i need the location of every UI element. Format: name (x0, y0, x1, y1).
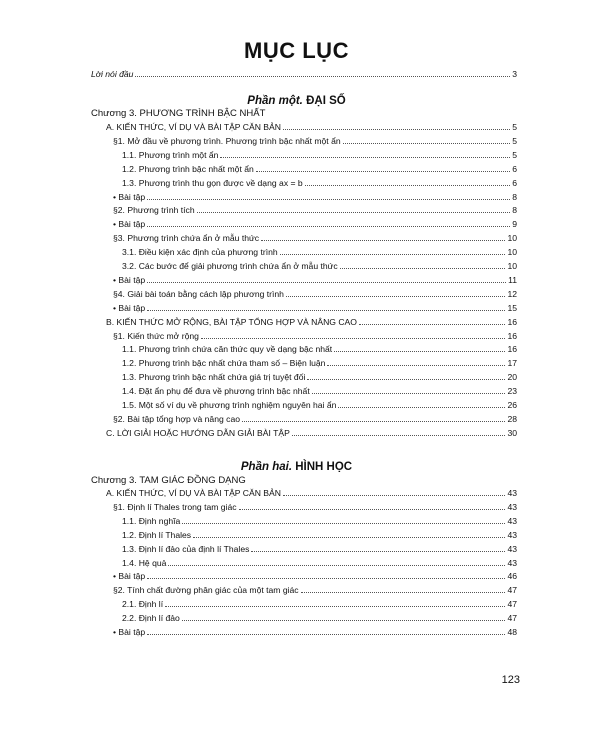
toc-entry-page: 43 (507, 543, 517, 554)
part-name: HÌNH HỌC (295, 461, 353, 473)
toc-entry (0, 413, 593, 425)
leader-dots (193, 537, 505, 538)
leader-dots (135, 76, 510, 77)
toc-entry-label: §1. Kiến thức mở rộng (113, 330, 199, 341)
leader-dots (201, 338, 506, 339)
chapter-heading: Chương 3. TAM GIÁC ĐỒNG DẠNG (91, 475, 246, 486)
toc-entry-label: 1.5. Một số ví dụ về phương trình nghiệm nguyên hai ẩn (122, 400, 337, 410)
toc-entry (0, 204, 593, 216)
leader-dots (283, 129, 510, 130)
leader-dots (168, 565, 505, 566)
leader-dots (147, 282, 506, 283)
toc-entry-label: Lời nói đầu (91, 69, 134, 79)
toc-entry-page: 15 (507, 302, 517, 313)
toc-entry-label: 1.1. Định nghĩa (122, 515, 181, 526)
toc-entry-page: 47 (507, 599, 517, 610)
toc-entry (0, 487, 593, 499)
toc-entry-page: 48 (507, 627, 517, 637)
toc-entry (0, 330, 593, 342)
toc-entry-label: §2. Tính chất đường phân giác của một tam giác (113, 585, 299, 596)
leader-dots (251, 551, 505, 552)
toc-entry-page: 16 (507, 330, 517, 341)
toc-entry-page: 16 (507, 316, 517, 327)
toc-entry (0, 177, 593, 189)
leader-dots (165, 606, 505, 607)
page-title: MỤC LỤC (244, 38, 349, 63)
toc-entry-label: §1. Mở đầu về phương trình. Phương trình bậc nhất một ẩn (113, 135, 341, 146)
toc-entry-label: • Bài tập (113, 627, 146, 637)
page-number: 123 (501, 674, 520, 686)
leader-dots (343, 143, 511, 144)
toc-entry-label: §1. Định lí Thales trong tam giác (113, 501, 237, 512)
toc-entry-label: §4. Giải bài toán bằng cách lập phương trình (113, 288, 284, 299)
leader-dots (305, 185, 511, 186)
toc-entry (0, 246, 593, 258)
toc-entry (0, 149, 593, 161)
toc-entry-page: 43 (507, 515, 517, 526)
toc-entry-page: 46 (507, 571, 517, 582)
toc-entry-label: §3. Phương trình chứa ẩn ở mẫu thức (113, 233, 260, 244)
toc-entry-label: 1.3. Định lí đảo của định lí Thales (122, 543, 250, 554)
toc-entry-page: 47 (507, 585, 517, 596)
toc-entry-label: 2.2. Định lí đảo (122, 613, 180, 624)
toc-entry (0, 316, 593, 328)
toc-entry (0, 357, 593, 369)
toc-entry-page: 43 (507, 501, 517, 512)
leader-dots (280, 254, 506, 255)
part-heading-geometry (0, 460, 593, 474)
toc-entry (0, 260, 593, 272)
toc-entry (0, 501, 593, 513)
toc-entry-page: 10 (507, 247, 517, 258)
toc-entry (0, 343, 593, 355)
toc-entry-label: • Bài tập (113, 191, 146, 202)
toc-entry-label: 1.2. Phương trình bậc nhất một ẩn (122, 163, 254, 174)
leader-dots (334, 351, 505, 352)
toc-entry-label: • Bài tập (113, 274, 146, 285)
toc-entry-page: 10 (507, 261, 517, 271)
toc-entry-page: 20 (507, 372, 517, 383)
leader-dots (261, 240, 505, 241)
leader-dots (197, 212, 511, 213)
toc-entry-label: 1.4. Đặt ẩn phụ để đưa về phương trình bậc nhất (122, 386, 310, 397)
toc-entry-page: 12 (507, 288, 517, 299)
toc-entry (0, 570, 593, 582)
toc-entry-page: 16 (507, 344, 517, 355)
toc-entry-page: 5 (512, 149, 517, 160)
leader-dots (242, 421, 505, 422)
part-prefix: Phần một. (247, 95, 303, 107)
toc-entry (0, 427, 593, 439)
toc-entry-label: C. LỜI GIẢI HOẶC HƯỚNG DẪN GIẢI BÀI TẬP (106, 427, 290, 438)
toc-entry-page: 10 (507, 233, 517, 244)
toc-entry (0, 584, 593, 596)
toc-entry-page: 5 (512, 122, 517, 132)
toc-entry (0, 135, 593, 147)
toc-entry (0, 218, 593, 230)
part-name: ĐẠI SỐ (306, 95, 346, 107)
toc-entry (0, 163, 593, 175)
leader-dots (147, 226, 510, 227)
toc-entry-label: 1.3. Phương trình bậc nhất chứa giá trị tuyệt đối (122, 372, 306, 383)
leader-dots (359, 324, 505, 325)
leader-dots (147, 634, 505, 635)
toc-entry-label: • Bài tập (113, 219, 146, 230)
toc-entry-label: • Bài tập (113, 571, 146, 582)
toc-entry-page: 11 (508, 274, 517, 285)
toc-entry-label: 1.2. Định lí Thales (122, 529, 192, 540)
toc-entry-label: 3.1. Điều kiện xác định của phương trình (122, 247, 278, 258)
toc-entry-label: 3.2. Các bước để giải phương trình chứa ẩn ở mẫu thức (122, 261, 338, 271)
toc-entry-page: 17 (507, 358, 517, 369)
toc-entry-page: 9 (512, 219, 517, 230)
toc-entry-page: 5 (512, 135, 517, 146)
leader-dots (147, 310, 505, 311)
toc-entry-label: A. KIẾN THỨC, VÍ DỤ VÀ BÀI TẬP CĂN BẢN (106, 488, 281, 498)
leader-dots (220, 157, 510, 158)
leader-dots (286, 296, 505, 297)
toc-entry-page: 6 (512, 163, 517, 174)
leader-dots (239, 509, 506, 510)
toc-entry (0, 529, 593, 541)
toc-entry-label: §2. Bài tập tổng hợp và nâng cao (113, 413, 240, 424)
toc-entry (0, 598, 593, 610)
toc-entry (0, 371, 593, 383)
toc-entry (0, 612, 593, 624)
toc-entry-label: 1.3. Phương trình thu gọn được về dạng ax = b (122, 177, 303, 188)
leader-dots (301, 592, 506, 593)
toc-entry-label: • Bài tập (113, 302, 146, 313)
toc-entry (0, 302, 593, 314)
toc-entry-page: 26 (507, 400, 517, 410)
toc-entry-label: 1.2. Phương trình bậc nhất chứa tham số – Biện luận (122, 358, 326, 369)
toc-entry (0, 515, 593, 527)
toc-entry-label: B. KIẾN THỨC MỞ RỘNG, BÀI TẬP TỔNG HỢP VÀ NÂNG CAO (106, 316, 357, 327)
toc-entry-page: 3 (512, 69, 517, 79)
leader-dots (283, 495, 505, 496)
part-heading-algebra (0, 94, 593, 108)
leader-dots (256, 171, 510, 172)
toc-entry-label: 1.1. Phương trình một ẩn (122, 149, 219, 160)
toc-entry (0, 385, 593, 397)
toc-entry-page: 47 (507, 613, 517, 624)
leader-dots (338, 407, 505, 408)
toc-entry-label: A. KIẾN THỨC, VÍ DỤ VÀ BÀI TẬP CĂN BẢN (106, 122, 281, 132)
leader-dots (292, 435, 506, 436)
toc-entry-page: 8 (512, 205, 517, 216)
toc-entry-page: 30 (507, 427, 517, 438)
toc-entry-page: 43 (507, 529, 517, 540)
leader-dots (182, 620, 506, 621)
leader-dots (147, 199, 510, 200)
toc-entry-label: §2. Phương trình tích (113, 205, 195, 216)
leader-dots (340, 268, 506, 269)
toc-entry-page: 43 (507, 488, 517, 498)
leader-dots (327, 365, 505, 366)
leader-dots (307, 379, 505, 380)
toc-entry-label: 2.1. Định lí (122, 599, 164, 610)
chapter-heading: Chương 3. PHƯƠNG TRÌNH BẬC NHẤT (91, 108, 266, 119)
toc-entry-page: 43 (507, 557, 517, 568)
toc-entry-page: 6 (512, 177, 517, 188)
toc-entry-intro (0, 68, 593, 80)
toc-entry (0, 191, 593, 203)
toc-entry (0, 399, 593, 411)
part-prefix: Phần hai. (240, 461, 293, 473)
toc-entry (0, 626, 593, 638)
toc-entry (0, 274, 593, 286)
toc-entry-label: 1.1. Phương trình chứa căn thức quy về dạng bậc nhất (122, 344, 333, 355)
toc-entry-page: 28 (507, 413, 517, 424)
toc-entry-page: 23 (507, 386, 517, 397)
leader-dots (147, 578, 505, 579)
toc-entry-page: 8 (512, 191, 517, 202)
leader-dots (182, 523, 505, 524)
toc-entry (0, 557, 593, 569)
leader-dots (312, 393, 506, 394)
toc-entry (0, 232, 593, 244)
toc-entry-label: 1.4. Hệ quả (122, 557, 167, 568)
toc-entry (0, 543, 593, 555)
toc-entry (0, 288, 593, 300)
toc-entry (0, 121, 593, 133)
